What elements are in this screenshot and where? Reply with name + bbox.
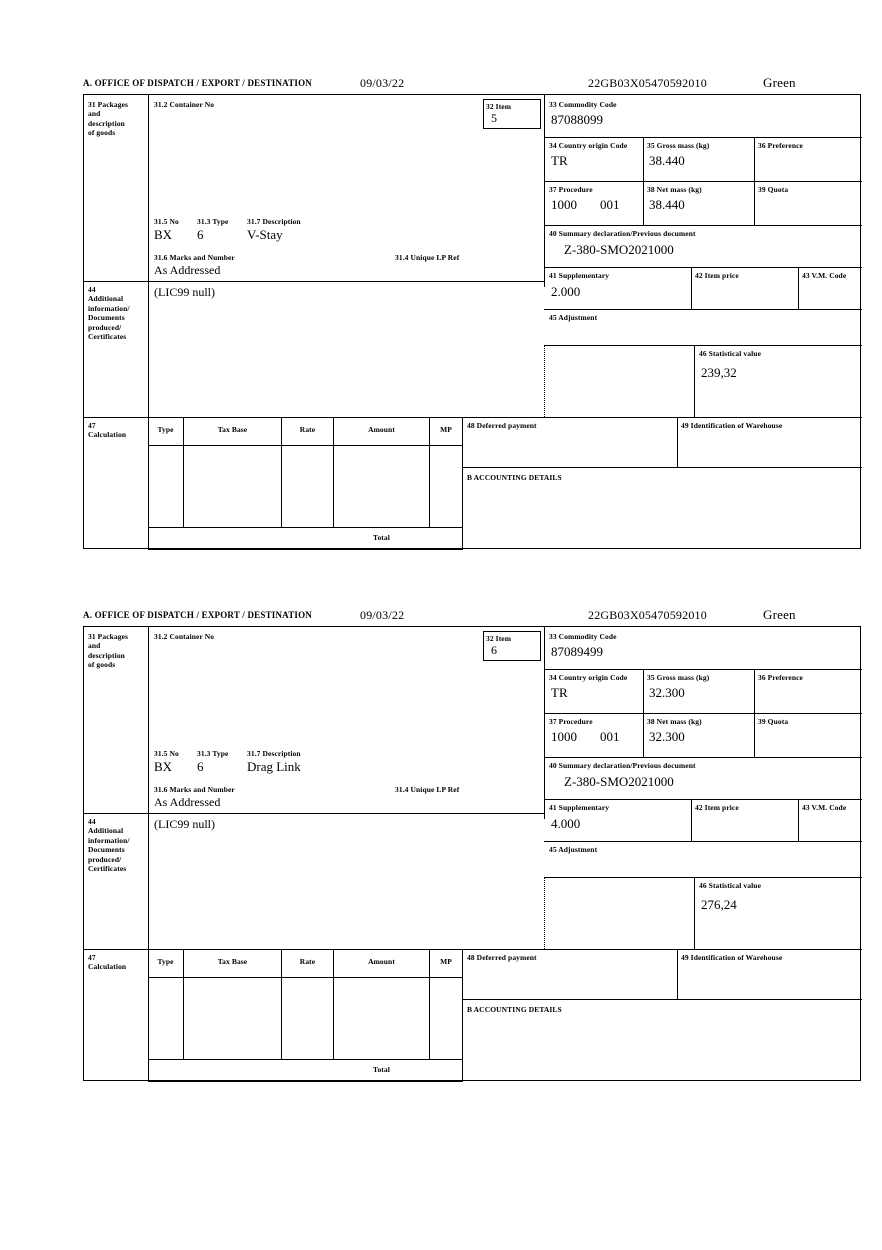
procedure-label-2: 37 Procedure — [549, 717, 593, 726]
additional-information-label-2: 44 Additional information/ Documents produced/ Certificates — [88, 817, 130, 873]
divider-under-37-39 — [544, 225, 862, 226]
divider-34-35-2 — [643, 669, 644, 713]
divider-under-34-36-2 — [544, 713, 862, 714]
divider-under-41-43 — [544, 309, 862, 310]
country-origin-label: 34 Country origin Code — [549, 141, 628, 150]
package-no-label: 31.5 No — [154, 217, 179, 226]
item-price-label: 42 Item price — [695, 271, 739, 280]
divider-37-38 — [643, 181, 644, 225]
declaration-sheet-1 — [83, 75, 863, 549]
divider-under-37-39-2 — [544, 757, 862, 758]
calc-col-amount-header: Amount — [368, 425, 395, 434]
item-number-value-2: 6 — [491, 643, 497, 658]
net-mass-value-2: 32.300 — [649, 729, 685, 744]
calc-col-type-header-2: Type — [157, 957, 174, 966]
summary-declaration-value-2: Z-380-SMO2021000 — [564, 774, 674, 789]
movement-reference-number: 22GB03X05470592010 — [588, 76, 707, 90]
routing-lane: Green — [763, 75, 796, 90]
divider-under-adjustment-2 — [544, 877, 862, 878]
divider-under-summary-2 — [544, 799, 862, 800]
adjustment-label: 45 Adjustment — [549, 313, 598, 322]
accounting-details-label: B ACCOUNTING DETAILS — [467, 473, 562, 482]
package-type-label: 31.3 Type — [197, 217, 229, 226]
procedure-label: 37 Procedure — [549, 185, 593, 194]
divider-41-42 — [691, 267, 692, 309]
divider-under-48-49 — [463, 467, 862, 468]
supplementary-value: 2.000 — [551, 284, 581, 299]
container-no-label-2: 31.2 Container No — [154, 632, 215, 641]
divider-34-35 — [643, 137, 644, 181]
supplementary-label: 41 Supplementary — [549, 271, 610, 280]
divider-35-36 — [754, 137, 755, 181]
calc-col-type-header: Type — [157, 425, 174, 434]
package-no-value-2: BX — [154, 759, 173, 774]
calc-header-divider-2 — [148, 977, 463, 978]
statistical-value-value: 239,32 — [701, 365, 737, 380]
sheet-header-2 — [83, 607, 863, 626]
package-description-label-2: 31.7 Description — [247, 749, 301, 758]
procedure-value-1-2: 1000 — [551, 729, 577, 744]
gross-mass-label: 35 Gross mass (kg) — [647, 141, 710, 150]
divider-46-left — [694, 345, 695, 417]
calc-total-bottom-divider — [148, 549, 463, 550]
calculation-label: 47 Calculation — [88, 421, 127, 440]
marks-number-label: 31.6 Marks and Number — [154, 253, 235, 262]
procedure-value-1: 1000 — [551, 197, 577, 212]
package-description-label: 31.7 Description — [247, 217, 301, 226]
divider-42-43 — [798, 267, 799, 309]
commodity-code-label-2: 33 Commodity Code — [549, 632, 617, 641]
divider-under-commodity-2 — [544, 669, 862, 670]
divider-41-42-2 — [691, 799, 692, 841]
procedure-value-2-2: 001 — [600, 729, 620, 744]
vm-code-label-2: 43 V.M. Code — [802, 803, 847, 812]
calc-col-taxbase-header-2: Tax Base — [217, 957, 248, 966]
container-no-label: 31.2 Container No — [154, 100, 215, 109]
country-origin-value: TR — [551, 153, 568, 168]
item-number-value: 5 — [491, 111, 497, 126]
marks-number-value-2: As Addressed — [154, 795, 221, 809]
divider-under-34-36 — [544, 181, 862, 182]
calc-total-label-2: Total — [373, 1065, 390, 1074]
calculation-table-2 — [148, 949, 463, 1082]
divider-under-48-49-2 — [463, 999, 862, 1000]
office-of-dispatch-label-2: A. OFFICE OF DISPATCH / EXPORT / DESTINATION — [83, 610, 313, 620]
calc-col-taxbase-header: Tax Base — [217, 425, 248, 434]
package-no-label-2: 31.5 No — [154, 749, 179, 758]
vm-code-label: 43 V.M. Code — [802, 271, 847, 280]
package-no-value: BX — [154, 227, 173, 242]
calc-header-divider — [148, 445, 463, 446]
marks-number-value: As Addressed — [154, 263, 221, 277]
country-origin-value-2: TR — [551, 685, 568, 700]
supplementary-value-2: 4.000 — [551, 816, 581, 831]
declaration-sheet-2 — [83, 607, 863, 1081]
divider-38-39 — [754, 181, 755, 225]
country-origin-label-2: 34 Country origin Code — [549, 673, 628, 682]
commodity-code-value-2: 87089499 — [551, 644, 603, 659]
calc-total-label: Total — [373, 533, 390, 542]
package-type-value-2: 6 — [197, 759, 204, 774]
packages-label: 31 Packages and description of goods — [88, 100, 129, 138]
divider-46-left-2 — [694, 877, 695, 949]
divider-under-summary — [544, 267, 862, 268]
declaration-date: 09/03/22 — [360, 76, 405, 90]
movement-reference-number-2: 22GB03X05470592010 — [588, 608, 707, 622]
package-type-label-2: 31.3 Type — [197, 749, 229, 758]
dotted-divider-left — [544, 345, 545, 417]
adjustment-label-2: 45 Adjustment — [549, 845, 598, 854]
divider-under-41-43-2 — [544, 841, 862, 842]
declaration-date-2: 09/03/22 — [360, 608, 405, 622]
divider-under-commodity — [544, 137, 862, 138]
calculation-table — [148, 417, 463, 550]
statistical-value-label-2: 46 Statistical value — [699, 881, 761, 890]
calc-body-bottom-divider-2 — [148, 1059, 463, 1060]
supplementary-label-2: 41 Supplementary — [549, 803, 610, 812]
divider-under-adjustment — [544, 345, 862, 346]
calc-col-amount-header-2: Amount — [368, 957, 395, 966]
statistical-value-label: 46 Statistical value — [699, 349, 761, 358]
summary-declaration-value: Z-380-SMO2021000 — [564, 242, 674, 257]
calculation-label-2: 47 Calculation — [88, 953, 127, 972]
calc-col-mp-header-2: MP — [440, 957, 452, 966]
procedure-value-2: 001 — [600, 197, 620, 212]
divider-48-49 — [677, 417, 678, 467]
calc-col-mp-header: MP — [440, 425, 452, 434]
item-number-label-2: 32 Item — [486, 634, 512, 643]
routing-lane-2: Green — [763, 607, 796, 622]
divider-box31-box33 — [544, 95, 545, 287]
packages-label-2: 31 Packages and description of goods — [88, 632, 129, 670]
calc-col-divider-5 — [462, 417, 463, 550]
item-number-box — [483, 99, 541, 129]
unique-lp-ref-label: 31.4 Unique LP Ref — [395, 253, 460, 262]
summary-declaration-label-2: 40 Summary declaration/Previous document — [549, 761, 696, 770]
divider-left-column — [148, 95, 149, 426]
commodity-code-value: 87088099 — [551, 112, 603, 127]
divider-under-packages-2 — [84, 813, 544, 814]
declaration-box-2 — [83, 626, 861, 1081]
net-mass-label-2: 38 Net mass (kg) — [647, 717, 702, 726]
item-number-label: 32 Item — [486, 102, 512, 111]
unique-lp-ref-label-2: 31.4 Unique LP Ref — [395, 785, 460, 794]
marks-number-label-2: 31.6 Marks and Number — [154, 785, 235, 794]
deferred-payment-label-2: 48 Deferred payment — [467, 953, 537, 962]
statistical-value-value-2: 276,24 — [701, 897, 737, 912]
deferred-payment-label: 48 Deferred payment — [467, 421, 537, 430]
summary-declaration-label: 40 Summary declaration/Previous document — [549, 229, 696, 238]
net-mass-value: 38.440 — [649, 197, 685, 212]
identification-warehouse-label: 49 Identification of Warehouse — [681, 421, 783, 430]
gross-mass-value-2: 32.300 — [649, 685, 685, 700]
divider-under-packages — [84, 281, 544, 282]
additional-information-label: 44 Additional information/ Documents produced/ Certificates — [88, 285, 130, 341]
quota-label-2: 39 Quota — [758, 717, 789, 726]
divider-left-column-2 — [148, 627, 149, 958]
divider-42-43-2 — [798, 799, 799, 841]
net-mass-label: 38 Net mass (kg) — [647, 185, 702, 194]
quota-label: 39 Quota — [758, 185, 789, 194]
calc-body-bottom-divider — [148, 527, 463, 528]
additional-information-value-2: (LIC99 null) — [154, 817, 215, 831]
preference-label: 36 Preference — [758, 141, 803, 150]
divider-38-39-2 — [754, 713, 755, 757]
package-description-value: V-Stay — [247, 227, 283, 242]
additional-information-value: (LIC99 null) — [154, 285, 215, 299]
divider-box31-box33-2 — [544, 627, 545, 819]
gross-mass-value: 38.440 — [649, 153, 685, 168]
office-of-dispatch-label: A. OFFICE OF DISPATCH / EXPORT / DESTINATION — [83, 78, 313, 88]
calc-col-rate-header-2: Rate — [299, 957, 316, 966]
declaration-box — [83, 94, 861, 549]
divider-48-49-2 — [677, 949, 678, 999]
item-number-box-2 — [483, 631, 541, 661]
divider-37-38-2 — [643, 713, 644, 757]
calc-col-divider-5-2 — [462, 949, 463, 1082]
accounting-details-label-2: B ACCOUNTING DETAILS — [467, 1005, 562, 1014]
divider-35-36-2 — [754, 669, 755, 713]
item-price-label-2: 42 Item price — [695, 803, 739, 812]
calc-col-rate-header: Rate — [299, 425, 316, 434]
commodity-code-label: 33 Commodity Code — [549, 100, 617, 109]
package-description-value-2: Drag Link — [247, 759, 301, 774]
gross-mass-label-2: 35 Gross mass (kg) — [647, 673, 710, 682]
sheet-header — [83, 75, 863, 94]
preference-label-2: 36 Preference — [758, 673, 803, 682]
package-type-value: 6 — [197, 227, 204, 242]
calc-total-bottom-divider-2 — [148, 1081, 463, 1082]
identification-warehouse-label-2: 49 Identification of Warehouse — [681, 953, 783, 962]
dotted-divider-left-2 — [544, 877, 545, 949]
